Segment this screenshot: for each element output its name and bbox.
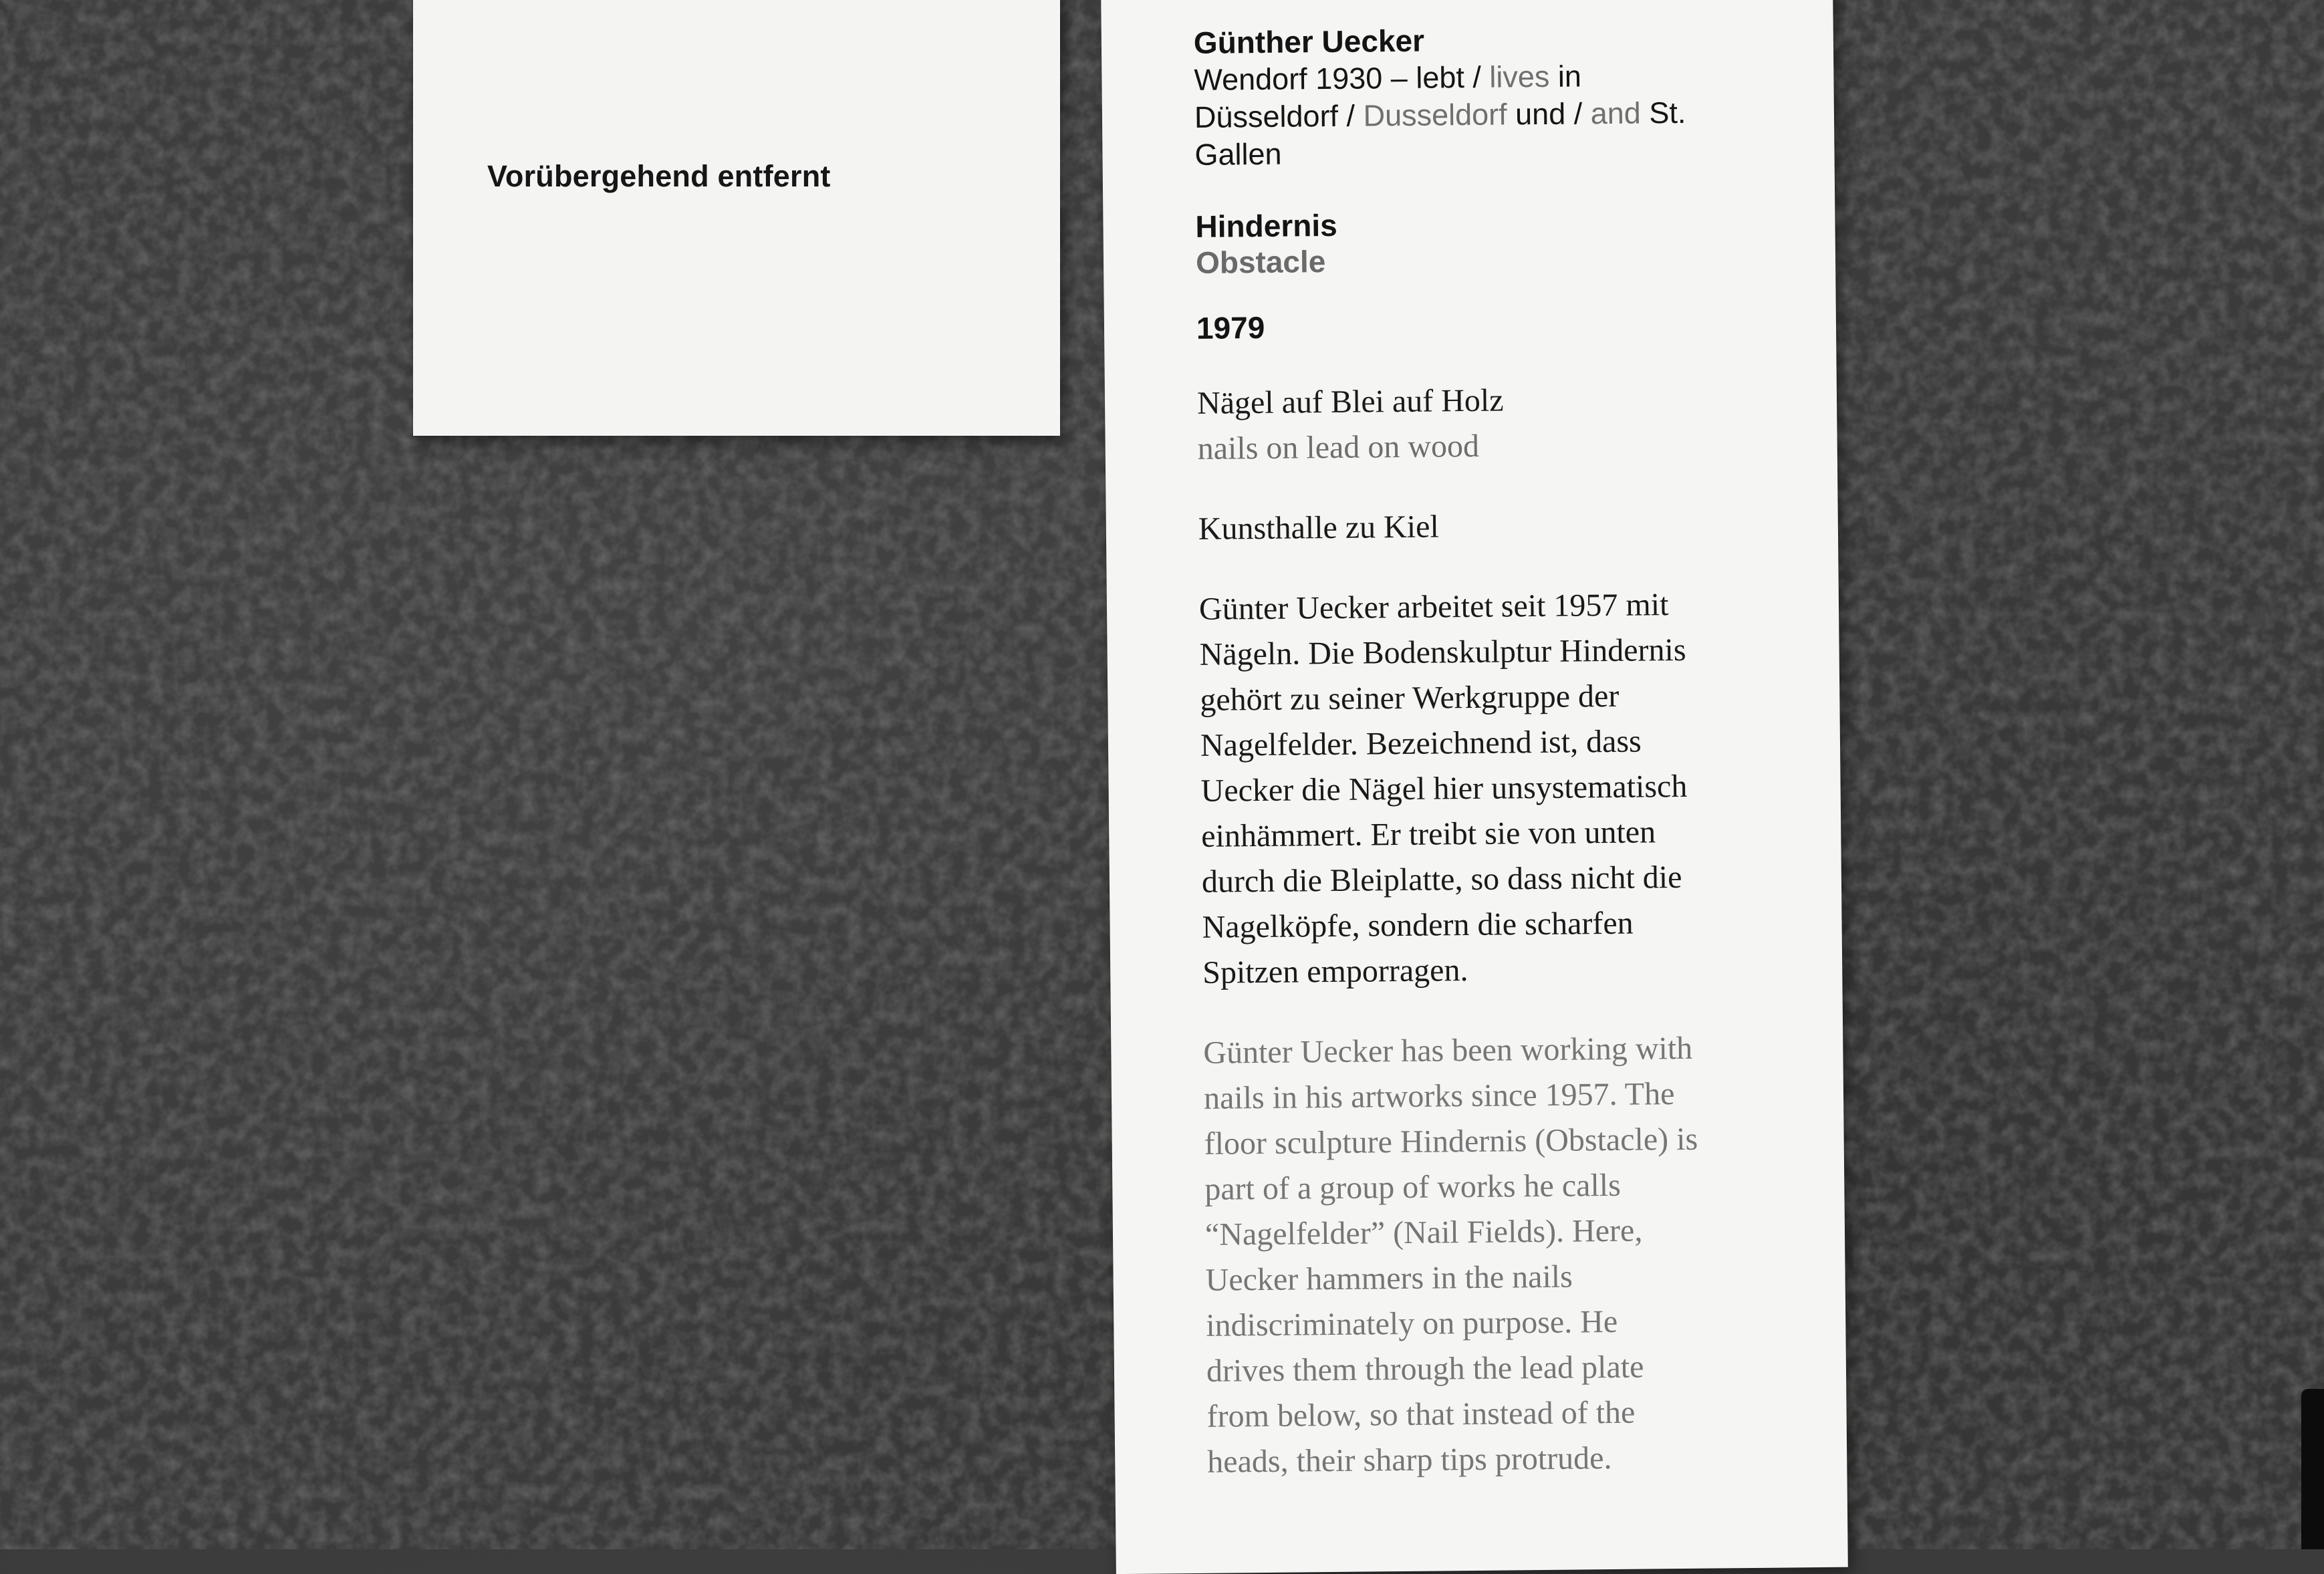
bio-english: Dusseldorf (1363, 97, 1507, 133)
artist-bio-line-3: Gallen (1194, 136, 1282, 172)
artist-bio-line-2 (1194, 94, 1776, 136)
medium-german: Nägel auf Blei auf Holz (1196, 382, 1504, 421)
description-line: Nagelfelder. Bezeichnend ist, dass (1200, 723, 1642, 763)
description-line: floor sculpture Hindernis (Obstacle) is (1204, 1121, 1698, 1162)
bio-german: und / (1507, 96, 1591, 132)
bio-german: Wendorf 1930 – lebt / (1194, 59, 1490, 97)
description-line: durch die Bleiplatte, so dass nicht die (1201, 859, 1682, 900)
artist-bio (1194, 56, 1777, 174)
description-line: heads, their sharp tips protrude. (1207, 1440, 1612, 1480)
collection-name: Kunsthalle zu Kiel (1198, 509, 1440, 547)
dark-edge-object (2301, 1389, 2324, 1549)
bio-german: in (1549, 59, 1582, 94)
removed-notice-card (413, 0, 1060, 436)
description-english (1203, 1025, 1789, 1485)
description-line: Nägeln. Die Bodenskulptur Hindernis (1199, 632, 1686, 672)
artwork-title-english: Obstacle (1195, 244, 1326, 280)
artwork-year: 1979 (1196, 309, 1265, 346)
description-line: Günter Uecker has been working with (1203, 1030, 1693, 1071)
description-german (1199, 581, 1785, 996)
description-line: from below, so that instead of the (1206, 1394, 1636, 1434)
description-line: indiscriminately on purpose. He (1206, 1303, 1618, 1343)
bio-german: St. (1640, 95, 1686, 130)
description-line: “Nagelfelder” (Nail Fields). Here, (1204, 1212, 1643, 1253)
description-line: Uecker hammers in the nails (1205, 1259, 1573, 1298)
artwork-label-content (1194, 19, 1789, 1485)
medium-english: nails on lead on wood (1197, 428, 1480, 467)
description-line: Spitzen emporragen. (1202, 952, 1468, 991)
description-line: Günter Uecker arbeitet seit 1957 mit (1198, 587, 1669, 627)
removed-notice-text: Vorübergehend entfernt (487, 159, 831, 193)
description-line: nails in his artworks since 1957. The (1203, 1076, 1675, 1116)
bio-german: Düsseldorf / (1194, 98, 1364, 134)
description-line: einhämmert. Er treibt sie von unten (1201, 814, 1656, 854)
description-line: gehört zu seiner Werkgruppe der (1200, 678, 1620, 718)
bio-english: and (1590, 96, 1642, 131)
description-line: Nagelköpfe, sondern die scharfen (1202, 905, 1634, 945)
artwork-title-german: Hindernis (1195, 207, 1337, 244)
artist-name: Günther Uecker (1193, 23, 1425, 60)
description-line: drives them through the lead plate (1206, 1349, 1644, 1389)
description-line: part of a group of works he calls (1204, 1167, 1622, 1207)
bio-english: lives (1489, 59, 1550, 94)
artwork-label-card (1101, 0, 1848, 1574)
description-line: Uecker die Nägel hier unsystematisch (1200, 768, 1688, 809)
artist-bio-line-1 (1194, 56, 1775, 99)
